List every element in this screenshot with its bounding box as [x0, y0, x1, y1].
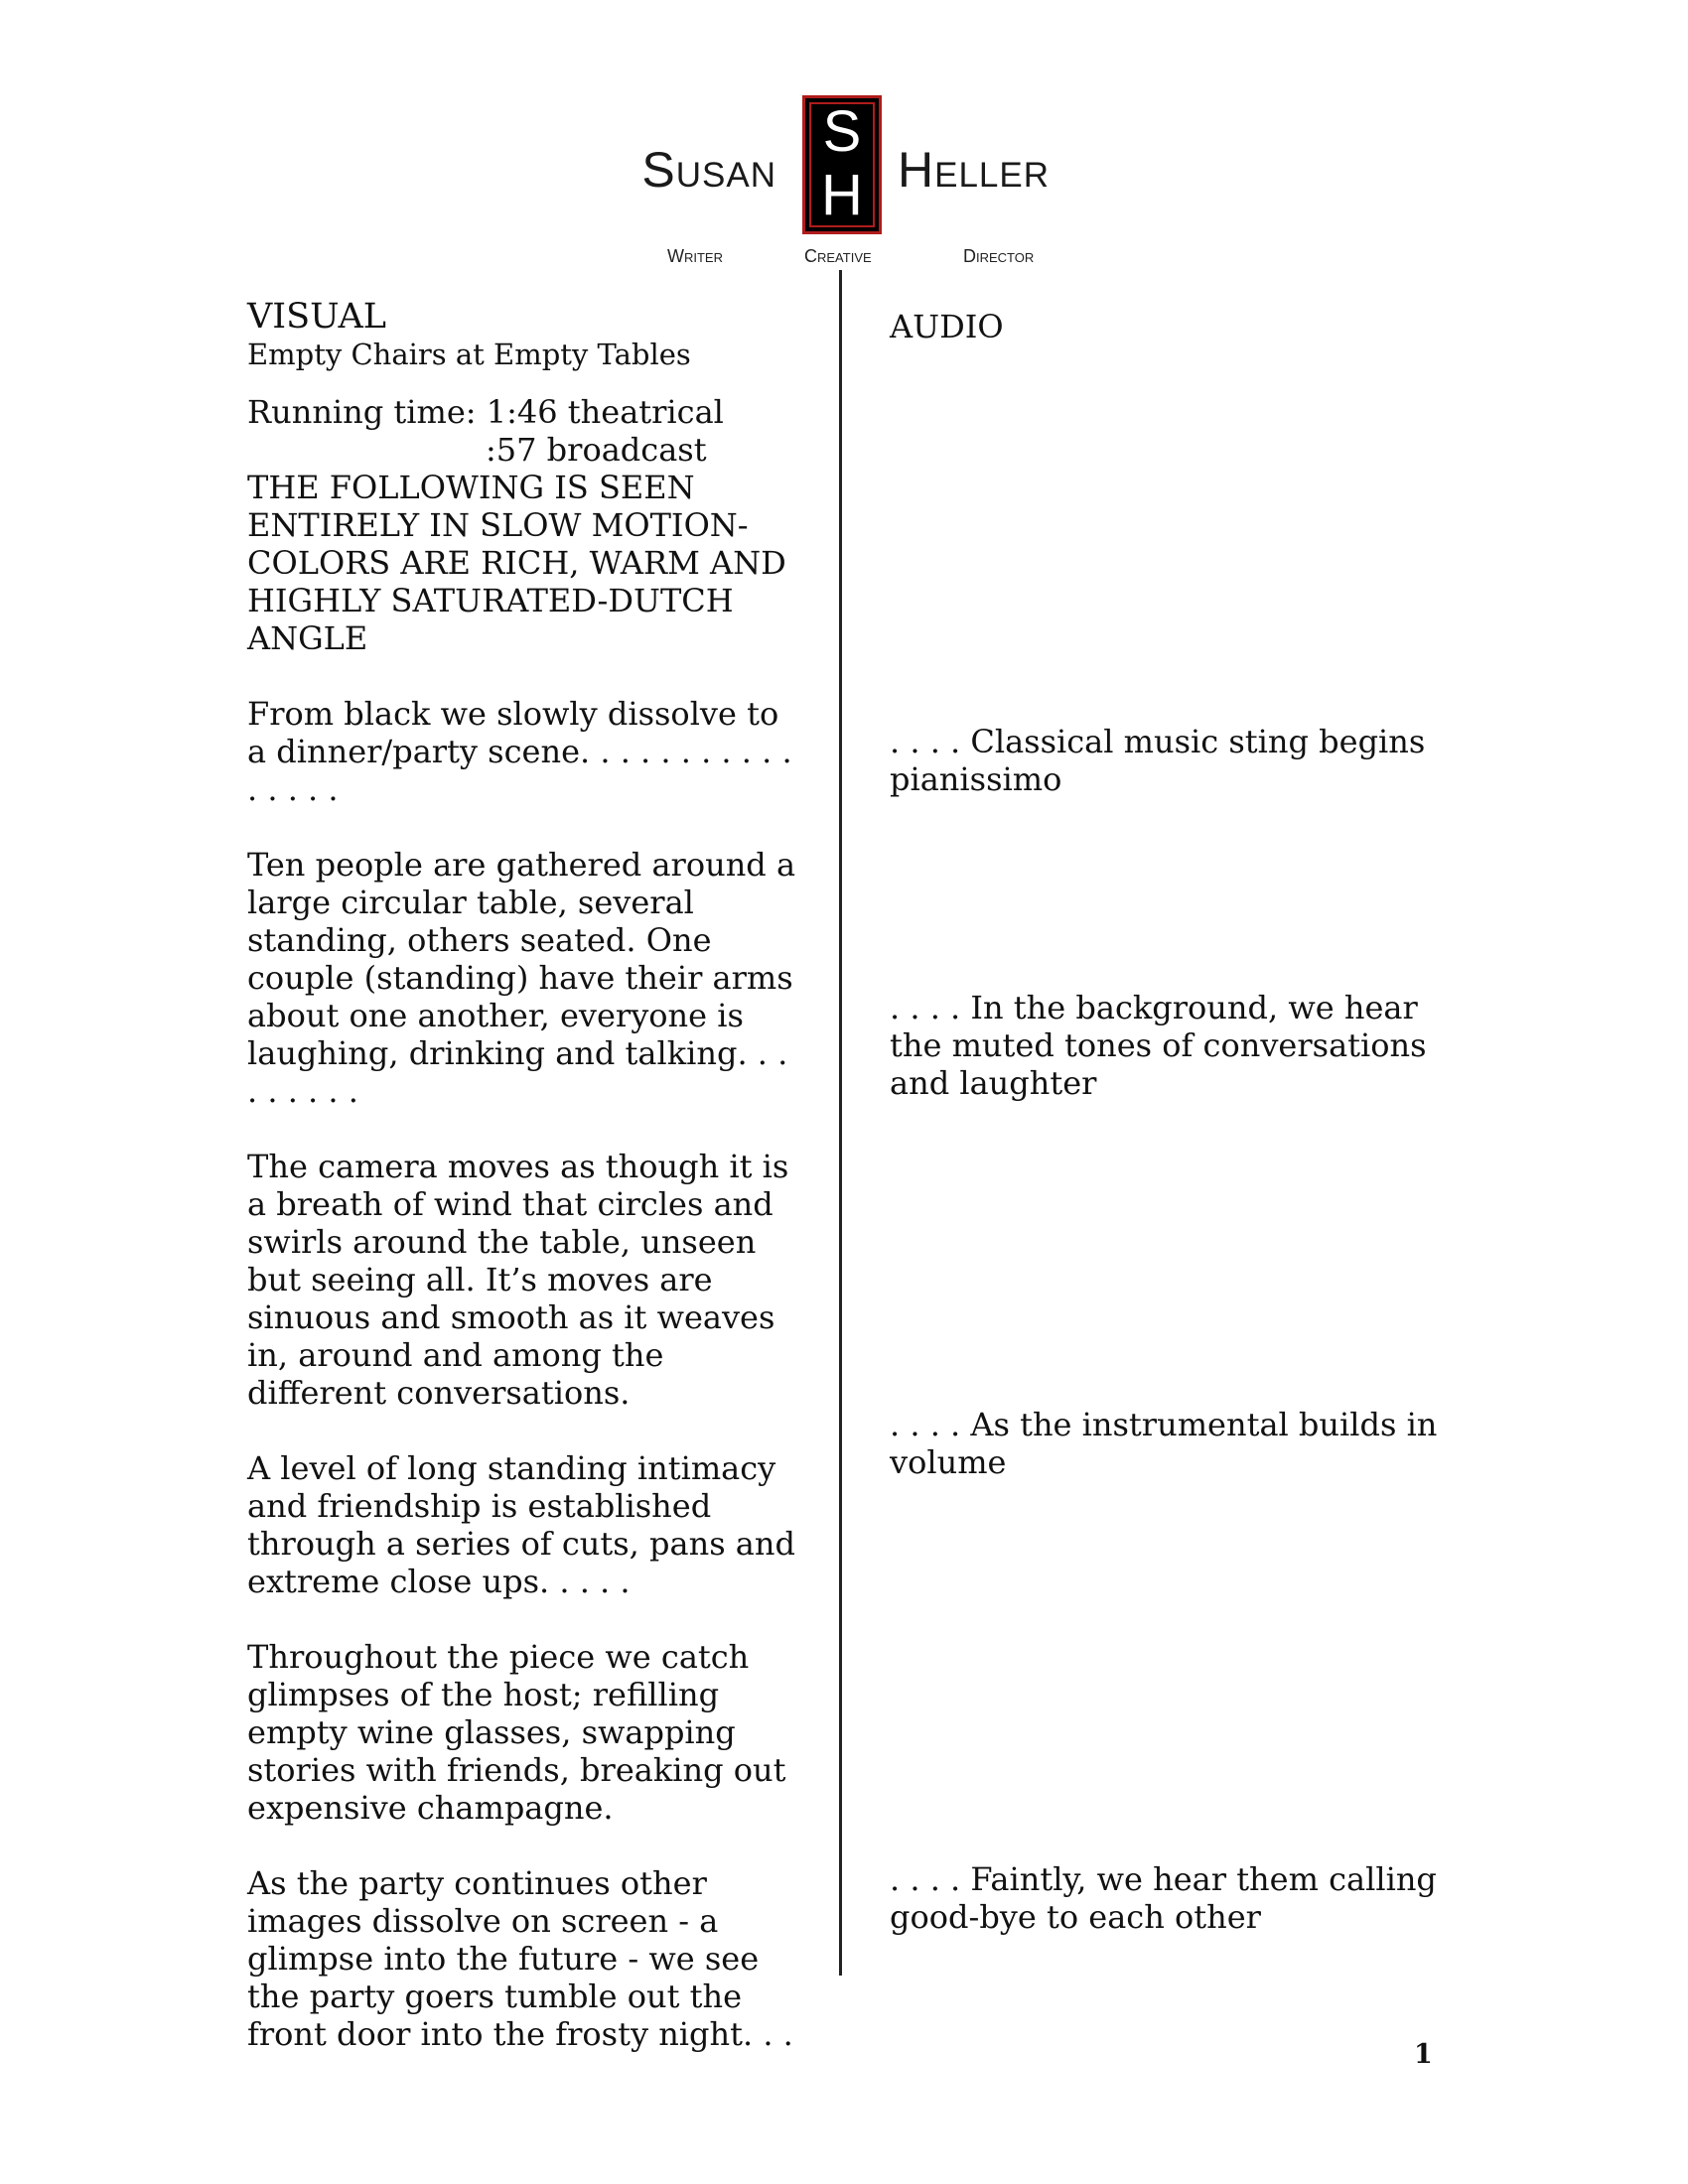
monogram-letter-bottom: H — [821, 163, 863, 227]
script-title: Empty Chairs at Empty Tables — [247, 338, 691, 371]
visual-paragraph: As the party continues other images dissolve on screen - a glimpse into the future - we see the party goers tumble out the front door into the frosty night. . . — [247, 1864, 793, 2053]
letterhead-roles — [0, 246, 1688, 270]
visual-paragraph: Throughout the piece we catch glimpses of the host; refilling empty wine glasses, swapping stories with friends, breaking out expensive champagne. — [247, 1638, 786, 1827]
audio-cue: . . . . Classical music sting begins pianissimo — [890, 723, 1426, 798]
visual-heading: VISUAL — [247, 297, 387, 337]
monogram-letter-top: S — [822, 99, 862, 164]
audio-cue: . . . . Faintly, we hear them calling good-bye to each other — [890, 1860, 1437, 1936]
logo-first-name: Susan — [641, 142, 776, 198]
role-director: Director — [963, 246, 1035, 266]
shooting-direction: THE FOLLOWING IS SEEN ENTIRELY IN SLOW MOTION- COLORS ARE RICH, WARM AND HIGHLY SATURATED-DUTCH ANGLE — [247, 469, 786, 657]
page-number: 1 — [1414, 2039, 1433, 2070]
running-time-broadcast: :57 broadcast — [486, 431, 707, 469]
visual-paragraph: The camera moves as though it is a breath of wind that circles and swirls around the table, unseen but seeing all. It’s moves are sinuous and smooth as it weaves in, around and among the different conversations. — [247, 1148, 789, 1412]
column-divider — [839, 270, 842, 1976]
role-creative: Creative — [804, 246, 872, 266]
visual-paragraph: From black we slowly dissolve to a dinner/party scene. . . . . . . . . . . . . . . . — [247, 695, 792, 808]
logo-last-name: Heller — [898, 142, 1051, 198]
running-time-theatrical: Running time: 1:46 theatrical — [247, 393, 724, 431]
monogram-box — [802, 95, 882, 234]
audio-heading: AUDIO — [890, 308, 1004, 345]
audio-cue: . . . . In the background, we hear the muted tones of conversations and laughter — [890, 989, 1427, 1102]
visual-column — [247, 298, 803, 2053]
visual-paragraph: Ten people are gathered around a large circular table, several standing, others seated. One couple (standing) have their arms about one another, everyone is laughing, drinking and talking. . . . . . . . . — [247, 846, 796, 1110]
letterhead-logo — [0, 95, 1688, 244]
role-writer: Writer — [667, 246, 723, 266]
audio-cue: . . . . As the instrumental builds in volume — [890, 1406, 1438, 1481]
visual-paragraph: A level of long standing intimacy and friendship is established through a series of cuts, pans and extreme close ups. . . . . — [247, 1449, 795, 1600]
